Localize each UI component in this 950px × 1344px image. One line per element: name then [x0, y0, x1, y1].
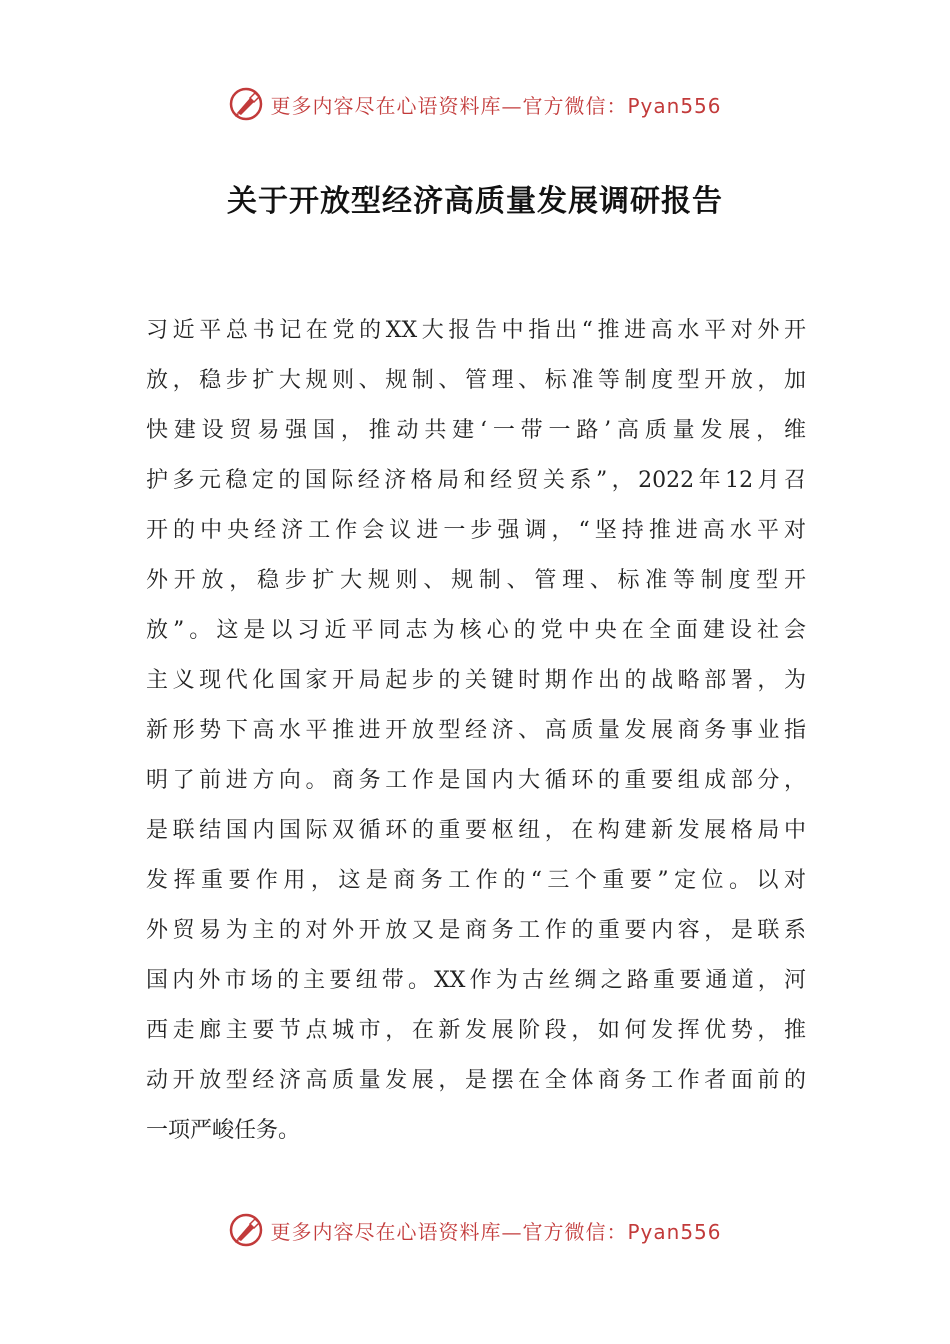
paragraph-line: 发挥重要作用，这是商务工作的“三个重要”定位。以对 — [146, 868, 806, 893]
document-paragraph — [146, 306, 806, 1156]
watermark-text — [270, 1216, 721, 1245]
watermark-text-cn: 更多内容尽在心语资料库—官方微信： — [270, 1219, 628, 1244]
watermark-text — [270, 90, 721, 119]
paragraph-line: 明了前进方向。商务工作是国内大循环的重要组成部分， — [146, 768, 806, 793]
paragraph-line: 外开放，稳步扩大规则、规制、管理、标准等制度型开 — [146, 568, 806, 593]
pen-nib-logo-icon — [228, 86, 264, 122]
paragraph-line: 习近平总书记在党的XX大报告中指出“推进高水平对外开 — [146, 318, 806, 343]
document-title: 关于开放型经济高质量发展调研报告 — [227, 184, 723, 219]
paragraph-line: 护多元稳定的国际经济格局和经贸关系”，2022年12月召 — [146, 468, 806, 493]
paragraph-line: 外贸易为主的对外开放又是商务工作的重要内容，是联系 — [146, 918, 806, 943]
watermark-wechat-id: Pyan556 — [627, 93, 722, 118]
paragraph-line: 一项严峻任务。 — [146, 1118, 301, 1143]
footer-watermark — [0, 1210, 950, 1250]
paragraph-line: 国内外市场的主要纽带。XX作为古丝绸之路重要通道，河 — [146, 968, 806, 993]
watermark-wechat-id: Pyan556 — [627, 1219, 722, 1244]
paragraph-line: 西走廊主要节点城市，在新发展阶段，如何发挥优势，推 — [146, 1018, 806, 1043]
paragraph-line: 新形势下高水平推进开放型经济、高质量发展商务事业指 — [146, 718, 806, 743]
paragraph-line: 主义现代化国家开局起步的关键时期作出的战略部署，为 — [146, 668, 806, 693]
pen-nib-logo-icon — [228, 1212, 264, 1248]
paragraph-line: 动开放型经济高质量发展，是摆在全体商务工作者面前的 — [146, 1068, 806, 1093]
paragraph-line: 放，稳步扩大规则、规制、管理、标准等制度型开放，加 — [146, 368, 806, 393]
header-watermark — [0, 84, 950, 124]
paragraph-line: 是联结国内国际双循环的重要枢纽，在构建新发展格局中 — [146, 818, 806, 843]
paragraph-line: 放”。这是以习近平同志为核心的党中央在全面建设社会 — [146, 618, 806, 643]
paragraph-line: 快建设贸易强国，推动共建‘一带一路’高质量发展，维 — [146, 418, 806, 443]
watermark-text-cn: 更多内容尽在心语资料库—官方微信： — [270, 93, 628, 118]
paragraph-line: 开的中央经济工作会议进一步强调，“坚持推进高水平对 — [146, 518, 806, 543]
